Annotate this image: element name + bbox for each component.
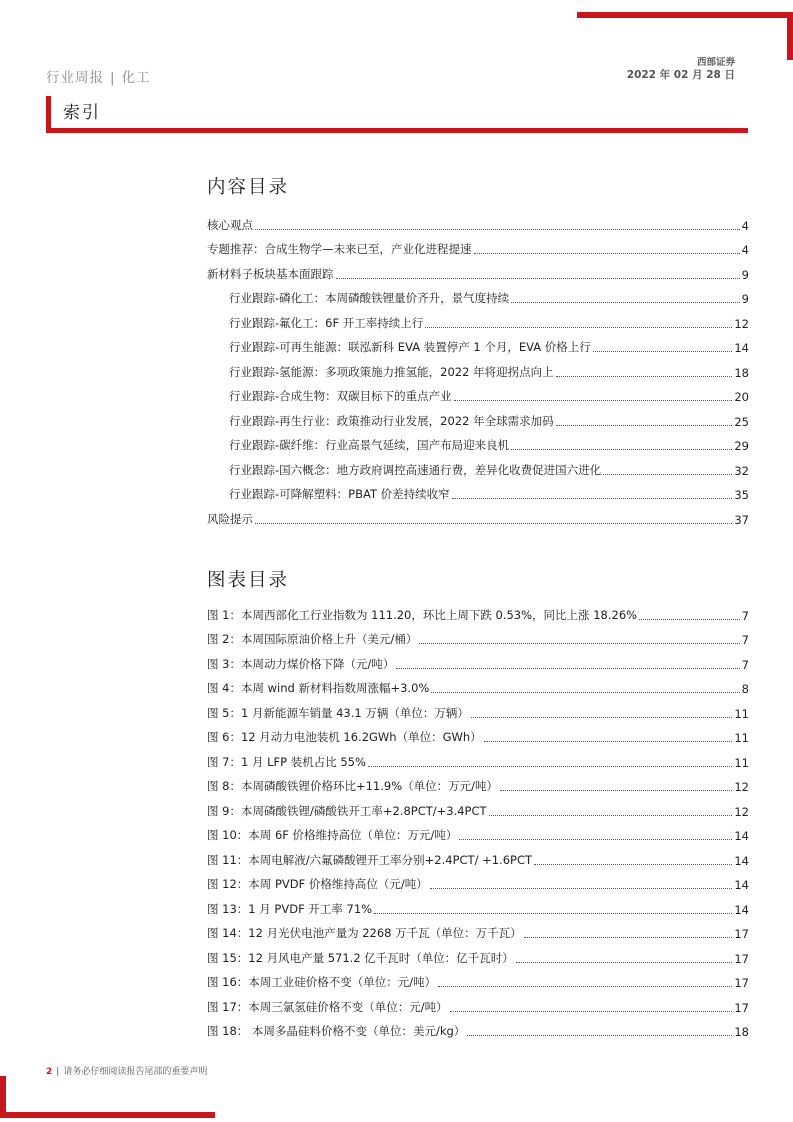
figure-entry[interactable] — [207, 1015, 749, 1040]
figure-entry-label: 图 1：本周西部化工行业指数为 111.20，环比上周下跌 0.53%，同比上涨 18.26% — [207, 607, 638, 622]
dot-leader — [374, 913, 732, 914]
figure-entry[interactable] — [207, 745, 749, 770]
figure-entry-page: 17 — [734, 951, 749, 966]
figure-entry-label: 图 7：1 月 LFP 装机占比 55% — [207, 754, 366, 769]
figure-entry-page: 17 — [734, 927, 749, 941]
figure-entry-page: 12 — [734, 804, 749, 819]
figures-list — [207, 598, 749, 1039]
figure-entry-page: 17 — [734, 1000, 749, 1015]
section-divider — [46, 128, 748, 133]
figure-entry[interactable] — [207, 770, 749, 795]
figure-entry-page: 8 — [741, 682, 749, 696]
page-number: 2 — [46, 1067, 53, 1077]
toc-entry[interactable] — [207, 502, 749, 527]
brand-logo-text: 西部证券 — [696, 57, 735, 68]
figure-entry-label: 图 18： 本周多晶硅料价格不变（单位：美元/kg） — [207, 1024, 466, 1038]
figure-entry-label: 图 9：本周磷酸铁锂/磷酸铁开工率+2.8PCT/+3.4PCT — [207, 803, 487, 818]
toc-entry-page: 35 — [734, 488, 749, 502]
toc-entry-label: 行业跟踪-氟化工：6F 开工率持续上行 — [229, 315, 424, 330]
figure-entry-label: 图 12：本周 PVDF 价格维持高位（元/吨） — [207, 877, 428, 891]
toc-entry[interactable] — [207, 429, 749, 454]
toc-entry-page: 29 — [734, 439, 749, 453]
toc-entry-label: 行业跟踪-氢能源：多项政策施力推氢能，2022 年将迎拐点向上 — [229, 364, 554, 379]
toc-entry[interactable] — [207, 233, 749, 258]
figure-entry-label: 图 4：本周 wind 新材料指数周涨幅+3.0% — [207, 681, 430, 695]
toc-entry-label: 行业跟踪-磷化工：本周磷酸铁锂量价齐升，景气度持续 — [229, 291, 510, 305]
dot-leader — [639, 619, 740, 620]
corner-decoration-bottom-left-vertical — [0, 1076, 6, 1118]
toc-entry-page: 9 — [741, 292, 749, 306]
toc-entry-label: 核心观点 — [207, 217, 253, 232]
report-category — [46, 66, 151, 86]
figure-entry-page: 12 — [734, 780, 749, 794]
toc-entry[interactable] — [207, 404, 749, 429]
figure-entry-label: 图 14：12 月光伏电池产量为 2268 万千瓦（单位：万千瓦） — [207, 926, 522, 940]
figure-entry[interactable] — [207, 966, 749, 991]
figure-entry[interactable] — [207, 647, 749, 672]
toc-entry-page: 4 — [741, 218, 749, 233]
figure-entry[interactable] — [207, 868, 749, 893]
toc-entry-label: 新材料子板块基本面跟踪 — [207, 266, 334, 281]
toc-entry-label: 行业跟踪-可再生能源：联泓新科 EVA 装置停产 1 个月，EVA 价格上行 — [229, 340, 591, 354]
figure-entry-page: 11 — [734, 731, 749, 745]
figure-entry-page: 7 — [741, 633, 749, 647]
figure-entry-label: 图 6：12 月动力电池装机 16.2GWh（单位：GWh） — [207, 730, 482, 744]
toc-entry[interactable] — [207, 355, 749, 380]
figure-entry-page: 14 — [734, 902, 749, 917]
dot-leader — [516, 962, 733, 963]
figure-entry[interactable] — [207, 892, 749, 917]
toc-entry[interactable] — [207, 306, 749, 331]
toc-entry[interactable] — [207, 478, 749, 503]
figure-entry-label: 图 8：本周磷酸铁锂价格环比+11.9%（单位：万元/吨） — [207, 779, 499, 793]
dot-leader — [431, 692, 739, 693]
figure-entry-label: 图 2：本周国际原油价格上升（美元/桶） — [207, 632, 418, 646]
figure-entry-page: 17 — [734, 976, 749, 990]
figure-entry[interactable] — [207, 843, 749, 868]
dot-leader — [534, 864, 732, 865]
toc-entry[interactable] — [207, 208, 749, 233]
figure-entry-label: 图 5：1 月新能源车销量 43.1 万辆（单位：万辆） — [207, 705, 469, 720]
dot-leader — [556, 425, 733, 426]
dot-leader — [524, 937, 733, 938]
dot-leader — [368, 766, 732, 767]
figure-entry[interactable] — [207, 696, 749, 721]
dot-leader — [471, 717, 733, 718]
toc-entry[interactable] — [207, 380, 749, 405]
toc-entry-page: 37 — [734, 512, 749, 527]
contents-heading: 内容目录 — [207, 177, 290, 198]
toc-entry-page: 14 — [734, 341, 749, 355]
figure-entry[interactable] — [207, 941, 749, 966]
figure-entry-page: 7 — [741, 657, 749, 672]
dot-leader — [467, 1035, 732, 1036]
dot-leader — [511, 449, 732, 450]
dot-leader — [396, 668, 739, 669]
toc-entry-page: 12 — [734, 316, 749, 331]
footer-separator: | — [56, 1067, 60, 1077]
figure-entry-page: 18 — [734, 1025, 749, 1039]
dot-leader — [489, 815, 733, 816]
toc-entry[interactable] — [207, 282, 749, 307]
dot-leader — [484, 741, 733, 742]
toc-entry[interactable] — [207, 331, 749, 356]
industry-name: 化工 — [121, 70, 151, 86]
dot-leader — [603, 474, 732, 475]
toc-entry-label: 行业跟踪-再生行业：政策推动行业发展，2022 年全球需求加码 — [229, 413, 554, 428]
report-type: 行业周报 — [46, 70, 104, 86]
figure-entry-label: 图 17：本周三氯氢硅价格不变（单位：元/吨） — [207, 999, 448, 1014]
dot-leader — [438, 986, 732, 987]
figure-entry[interactable] — [207, 598, 749, 623]
figure-entry-page: 14 — [734, 853, 749, 868]
dot-leader — [511, 302, 740, 303]
toc-entry-page: 9 — [741, 267, 749, 282]
dot-leader — [255, 523, 732, 524]
toc-entry-page: 20 — [734, 390, 749, 404]
toc-entry-label: 行业跟踪-可降解塑料：PBAT 价差持续收窄 — [229, 487, 450, 501]
header-separator: | — [110, 70, 116, 86]
corner-decoration-top-right-vertical — [787, 12, 793, 60]
toc-entry-page: 4 — [741, 243, 749, 257]
dot-leader — [452, 498, 733, 499]
figure-entry-label: 图 3：本周动力煤价格下降（元/吨） — [207, 656, 395, 671]
figure-entry-label: 图 15：12 月风电产量 571.2 亿千瓦时（单位：亿千瓦时） — [207, 950, 514, 965]
page-footer — [46, 1064, 207, 1077]
section-title: 索引 — [63, 103, 101, 123]
toc-entry[interactable] — [207, 257, 749, 282]
figure-entry-label: 图 11：本周电解液/六氟磷酸锂开工率分别+2.4PCT/ +1.6PCT — [207, 852, 533, 867]
figure-entry-label: 图 10：本周 6F 价格维持高位（单位：万元/吨） — [207, 828, 458, 842]
toc-entry-page: 25 — [734, 414, 749, 429]
dot-leader — [450, 1011, 733, 1012]
figure-entry-page: 14 — [734, 829, 749, 843]
toc-entry-label: 行业跟踪-碳纤维：行业高景气延续，国产布局迎来良机 — [229, 438, 510, 452]
report-date: 2022 年 02 月 28 日 — [626, 69, 735, 81]
figure-entry-page: 11 — [734, 755, 749, 770]
figure-entry-page: 14 — [734, 878, 749, 892]
dot-leader — [556, 376, 733, 377]
contents-list — [207, 208, 749, 527]
toc-entry-label: 风险提示 — [207, 511, 253, 526]
figures-heading: 图表目录 — [207, 570, 290, 591]
corner-decoration-bottom-left — [0, 1112, 215, 1118]
dot-leader — [459, 839, 732, 840]
dot-leader — [419, 643, 739, 644]
disclaimer-notice: 请务必仔细阅读报告尾部的重要声明 — [63, 1067, 208, 1077]
figure-entry-page: 7 — [741, 608, 749, 623]
toc-entry-label: 行业跟踪-国六概念：地方政府调控高速通行费，差异化收费促进国六进化 — [229, 462, 602, 477]
toc-entry-label: 专题推荐：合成生物学—未来已至，产业化进程提速 — [207, 242, 472, 256]
figure-entry[interactable] — [207, 990, 749, 1015]
corner-decoration-top-right — [577, 12, 793, 18]
figure-entry[interactable] — [207, 917, 749, 942]
figure-entry[interactable] — [207, 794, 749, 819]
figure-entry[interactable] — [207, 672, 749, 697]
dot-leader — [336, 278, 740, 279]
toc-entry[interactable] — [207, 453, 749, 478]
toc-entry-page: 32 — [734, 463, 749, 478]
dot-leader — [474, 253, 740, 254]
toc-entry-page: 18 — [734, 365, 749, 380]
dot-leader — [500, 790, 732, 791]
dot-leader — [454, 400, 733, 401]
dot-leader — [425, 327, 732, 328]
dot-leader — [593, 351, 733, 352]
dot-leader — [255, 229, 740, 230]
section-accent-bar — [46, 96, 51, 132]
toc-entry-label: 行业跟踪-合成生物：双碳目标下的重点产业 — [229, 389, 452, 403]
figure-entry[interactable] — [207, 819, 749, 844]
dot-leader — [430, 888, 733, 889]
figure-entry-label: 图 13：1 月 PVDF 开工率 71% — [207, 901, 373, 916]
figure-entry[interactable] — [207, 721, 749, 746]
figure-entry[interactable] — [207, 623, 749, 648]
figure-entry-page: 11 — [734, 706, 749, 721]
figure-entry-label: 图 16：本周工业硅价格不变（单位：元/吨） — [207, 975, 437, 989]
